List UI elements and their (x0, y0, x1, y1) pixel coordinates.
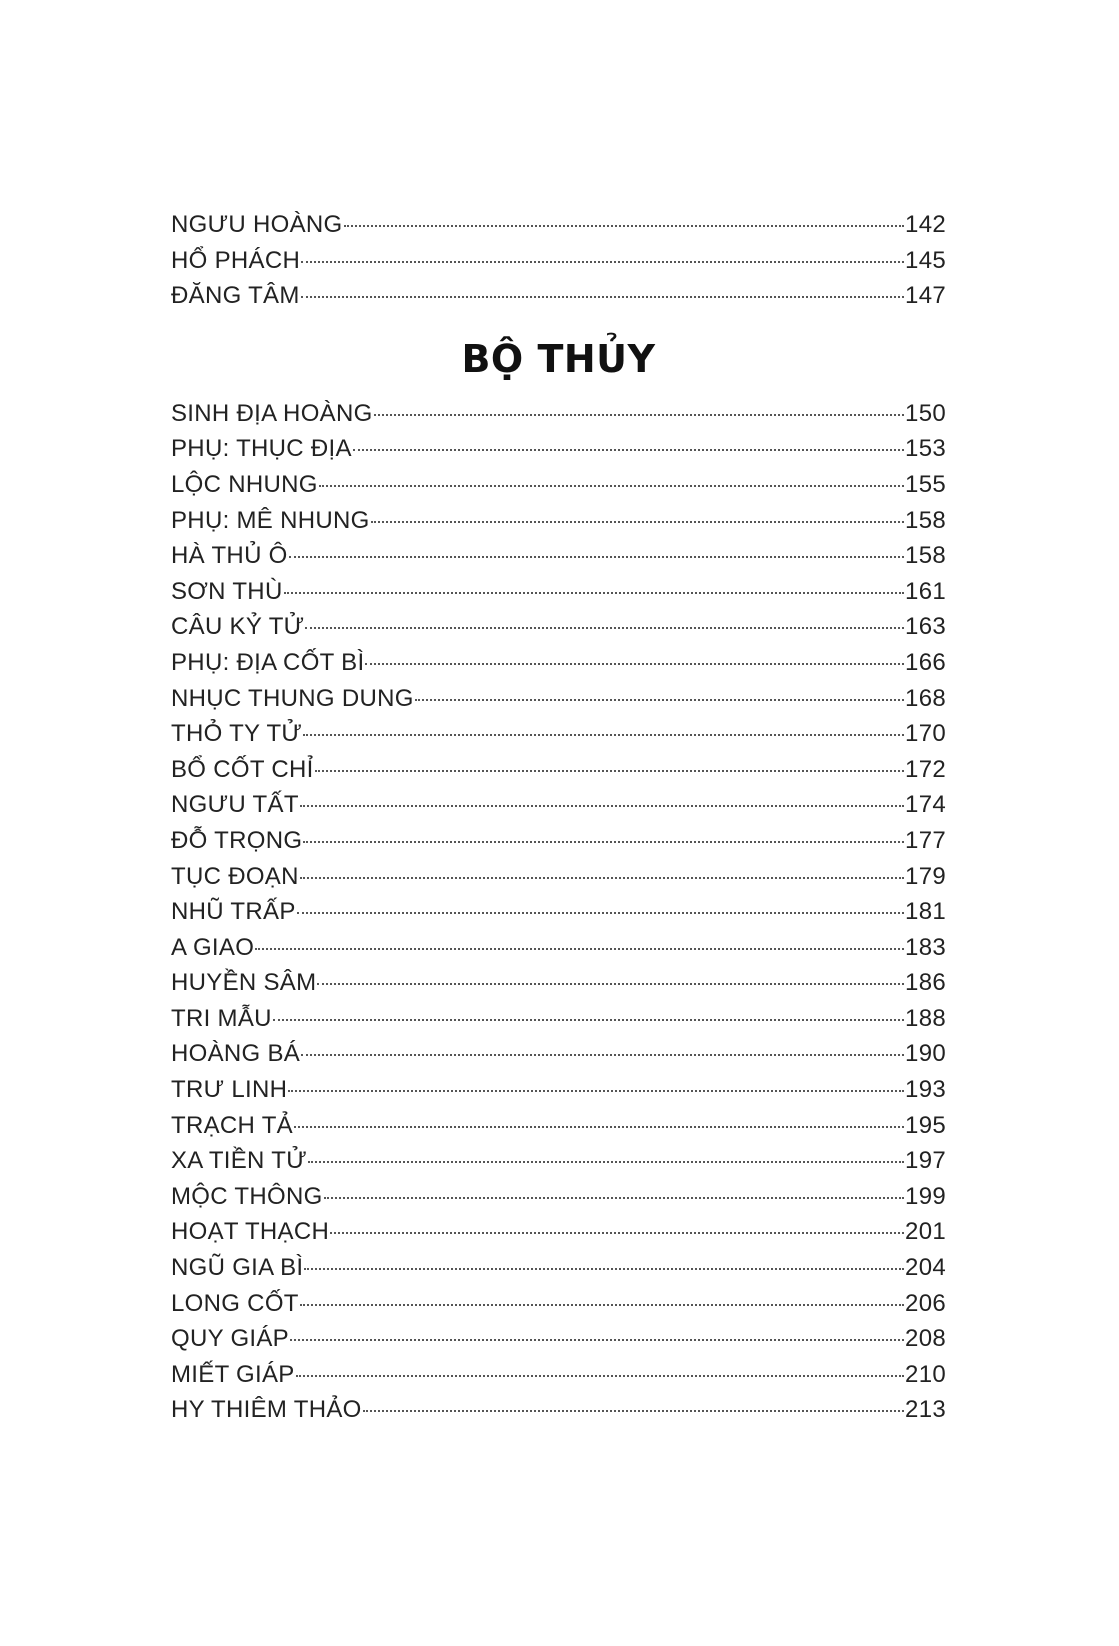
toc-entry-page-number: 158 (905, 506, 946, 534)
toc-entry (171, 207, 946, 243)
dot-leader (365, 663, 904, 665)
toc-entry (171, 752, 946, 788)
dot-leader (284, 592, 904, 594)
dot-leader (317, 983, 904, 985)
dot-leader (290, 1339, 904, 1341)
section-entries-list (171, 396, 946, 1428)
toc-entry-title: HOÀNG BÁ (171, 1040, 301, 1068)
toc-entry-title: CÂU KỶ TỬ (171, 613, 305, 641)
toc-entry (171, 965, 946, 1001)
toc-entry (171, 1250, 946, 1286)
toc-entry (171, 609, 946, 645)
toc-entry-title: NGƯU HOÀNG (171, 211, 343, 238)
table-of-contents (171, 207, 946, 1428)
toc-entry-title: TRẠCH TẢ (171, 1111, 293, 1139)
toc-entry (171, 930, 946, 966)
dot-leader (273, 1019, 904, 1021)
dot-leader (288, 1090, 904, 1092)
toc-entry (171, 1214, 946, 1250)
dot-leader (304, 1268, 904, 1270)
toc-entry-page-number: 213 (905, 1396, 946, 1424)
section-heading: BỘ THỦY (461, 336, 656, 381)
toc-entry-page-number: 186 (905, 969, 946, 997)
toc-entry-page-number: 199 (905, 1182, 946, 1210)
dot-leader (353, 449, 904, 451)
toc-entry-page-number: 170 (905, 720, 946, 748)
toc-entry (171, 431, 946, 467)
toc-entry (171, 1286, 946, 1322)
toc-entry (171, 243, 946, 279)
dot-leader (319, 485, 904, 487)
toc-entry-title: MIẾT GIÁP (171, 1360, 295, 1388)
toc-entry-page-number: 206 (905, 1289, 946, 1317)
dot-leader (303, 841, 904, 843)
toc-entry (171, 1036, 946, 1072)
dot-leader (324, 1197, 904, 1199)
toc-entry-page-number: 172 (905, 755, 946, 783)
dot-leader (296, 1375, 904, 1377)
toc-entry-page-number: 208 (905, 1325, 946, 1353)
toc-entry-title: HUYỀN SÂM (171, 969, 317, 997)
dot-leader (300, 1304, 904, 1306)
toc-entry (171, 716, 946, 752)
toc-entry (171, 1392, 946, 1428)
dot-leader (330, 1232, 904, 1234)
toc-entry-page-number: 197 (905, 1147, 946, 1175)
toc-entry-page-number: 204 (905, 1254, 946, 1282)
continued-entries-list (171, 207, 946, 314)
dot-leader (300, 805, 904, 807)
toc-entry-page-number: 158 (905, 542, 946, 570)
toc-entry-title: XA TIỀN TỬ (171, 1147, 307, 1175)
toc-entry-page-number: 174 (905, 791, 946, 819)
toc-entry (171, 787, 946, 823)
toc-entry-title: NGŨ GIA BÌ (171, 1254, 304, 1282)
toc-entry-page-number: 161 (905, 577, 946, 605)
toc-entry (171, 1357, 946, 1393)
toc-entry-page-number: 210 (905, 1360, 946, 1388)
toc-entry (171, 859, 946, 895)
toc-entry-title: MỘC THÔNG (171, 1182, 323, 1210)
toc-entry-title: TRI MẪU (171, 1004, 272, 1032)
toc-entry-title: TRƯ LINH (171, 1076, 288, 1104)
dot-leader (363, 1410, 904, 1412)
toc-entry-page-number: 201 (905, 1218, 946, 1246)
toc-entry-title: TỤC ĐOẠN (171, 862, 299, 890)
toc-entry (171, 1001, 946, 1037)
toc-entry-title: HÀ THỦ Ô (171, 542, 288, 570)
toc-entry-title: BỔ CỐT CHỈ (171, 755, 314, 783)
dot-leader (297, 912, 904, 914)
toc-entry-title: THỎ TY TỬ (171, 720, 303, 748)
toc-entry (171, 574, 946, 610)
toc-entry-page-number: 142 (905, 211, 946, 238)
toc-entry-title: PHỤ: ĐỊA CỐT BÌ (171, 648, 365, 676)
toc-entry-page-number: 168 (905, 684, 946, 712)
toc-entry (171, 1143, 946, 1179)
dot-leader (289, 556, 904, 558)
dot-leader (294, 1126, 904, 1128)
toc-entry-page-number: 147 (905, 282, 946, 310)
toc-entry-page-number: 195 (905, 1111, 946, 1139)
toc-entry-title: LỘC NHUNG (171, 470, 318, 498)
toc-entry-page-number: 155 (905, 470, 946, 498)
toc-entry-page-number: 145 (905, 246, 946, 274)
dot-leader (308, 1161, 904, 1163)
toc-entry-title: HỔ PHÁCH (171, 246, 301, 274)
toc-entry (171, 645, 946, 681)
dot-leader (303, 734, 904, 736)
toc-entry-title: NHŨ TRẤP (171, 898, 296, 926)
toc-entry-title: PHỤ: THỤC ĐỊA (171, 435, 352, 463)
dot-leader (315, 770, 904, 772)
dot-leader (255, 948, 904, 950)
toc-entry-page-number: 163 (905, 613, 946, 641)
toc-entry-page-number: 166 (905, 648, 946, 676)
dot-leader (301, 296, 904, 298)
toc-entry-page-number: 188 (905, 1004, 946, 1032)
toc-entry-title: ĐĂNG TÂM (171, 282, 300, 310)
toc-entry-title: HY THIÊM THẢO (171, 1396, 362, 1424)
dot-leader (301, 1054, 904, 1056)
toc-entry (171, 1072, 946, 1108)
toc-entry (171, 894, 946, 930)
toc-entry-title: NGƯU TẤT (171, 791, 299, 819)
toc-entry-title: SINH ĐỊA HOÀNG (171, 399, 373, 427)
toc-entry-title: LONG CỐT (171, 1289, 299, 1317)
toc-entry-title: HOẠT THẠCH (171, 1218, 330, 1246)
toc-entry-title: ĐỖ TRỌNG (171, 826, 303, 854)
toc-entry-page-number: 177 (905, 826, 946, 854)
dot-leader (371, 521, 904, 523)
toc-entry (171, 467, 946, 503)
toc-entry-page-number: 179 (905, 862, 946, 890)
toc-entry-page-number: 190 (905, 1040, 946, 1068)
toc-entry-page-number: 183 (905, 933, 946, 961)
toc-entry (171, 1179, 946, 1215)
toc-entry (171, 681, 946, 717)
dot-leader (374, 414, 904, 416)
toc-entry (171, 503, 946, 539)
toc-entry-title: PHỤ: MÊ NHUNG (171, 506, 370, 534)
dot-leader (305, 627, 904, 629)
toc-entry-title: QUY GIÁP (171, 1325, 289, 1353)
toc-entry (171, 278, 946, 314)
toc-entry-page-number: 181 (905, 898, 946, 926)
toc-entry (171, 396, 946, 432)
toc-entry (171, 538, 946, 574)
toc-entry-page-number: 153 (905, 435, 946, 463)
toc-entry-page-number: 193 (905, 1076, 946, 1104)
dot-leader (300, 877, 904, 879)
toc-entry (171, 823, 946, 859)
toc-entry-title: SƠN THÙ (171, 577, 283, 605)
dot-leader (301, 261, 904, 263)
toc-entry (171, 1108, 946, 1144)
toc-entry-title: A GIAO (171, 933, 255, 961)
toc-entry-title: NHỤC THUNG DUNG (171, 684, 414, 712)
dot-leader (344, 225, 905, 227)
toc-entry (171, 1321, 946, 1357)
dot-leader (415, 699, 904, 701)
toc-entry-page-number: 150 (905, 399, 946, 427)
